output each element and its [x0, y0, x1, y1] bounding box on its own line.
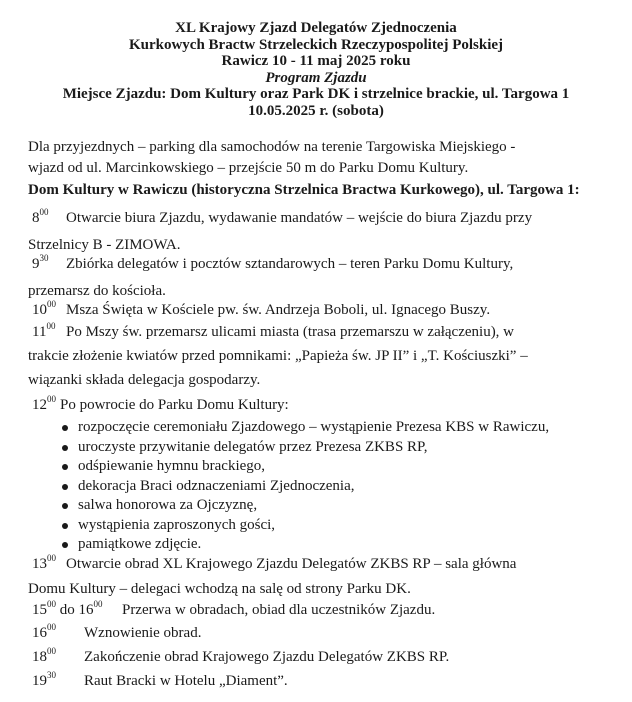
- list-item: wystąpienia zaproszonych gości,: [62, 516, 549, 536]
- schedule-time: $9^{30}$: [32, 253, 49, 272]
- schedule-text-cont: trakcie złożenie kwiatów przed pomnikami: „Papieża św. JP II” i „T. Kościuszki” –: [28, 348, 528, 364]
- list-item: salwa honorowa za Ojczyznę,: [62, 496, 549, 516]
- schedule-item: [32, 393, 607, 417]
- list-item: pamiątkowe zdjęcie.: [62, 535, 549, 555]
- parking-info: [28, 137, 608, 179]
- list-item: uroczyste przywitanie delegatów przez Prezesa ZKBS RP,: [62, 438, 549, 458]
- schedule-text-cont: wiązanki składa delegacja gospodarzy.: [28, 372, 261, 388]
- list-item: odśpiewanie hymnu brackiego,: [62, 457, 549, 477]
- list-item: dekoracja Braci odznaczeniami Zjednoczenia,: [62, 477, 549, 497]
- schedule-time: $12^{00}$: [32, 394, 56, 413]
- congress-place: Miejsce Zjazdu: Dom Kultury oraz Park DK i strzelnice brackie, ul. Targowa 1: [62, 86, 570, 102]
- schedule-text: Otwarcie biura Zjazdu, wydawanie mandatów – wejście do biura Zjazdu przy: [66, 210, 533, 226]
- schedule-item: [28, 552, 607, 602]
- program-heading: Program Zjazdu: [265, 69, 367, 86]
- document-header: [0, 0, 632, 119]
- schedule-time: $8^{00}$: [32, 207, 49, 226]
- parking-line-1: Dla przyjezdnych – parking dla samochodów na terenie Targowiska Miejskiego -: [28, 139, 516, 155]
- schedule-time: $18^{00}$: [32, 646, 56, 665]
- schedule-time: $13^{00}$: [32, 553, 56, 572]
- organization-name: Kurkowych Bractw Strzeleckich Rzeczypospolitej Polskiej: [128, 36, 504, 53]
- parking-line-2: wjazd od ul. Marcinkowskiego – przejście 50 m do Parku Domu Kultury.: [28, 160, 469, 176]
- schedule-item: [32, 645, 607, 670]
- congress-dates: Rawicz 10 - 11 maj 2025 roku: [221, 53, 411, 69]
- schedule-item: [32, 598, 607, 623]
- venue-heading: Dom Kultury w Rawiczu (historyczna Strzelnica Bractwa Kurkowego), ul. Targowa 1:: [28, 182, 580, 198]
- schedule-text: Po powrocie do Parku Domu Kultury:: [60, 397, 289, 413]
- schedule-text: Zbiórka delegatów i pocztów sztandarowych – teren Parku Domu Kultury,: [66, 256, 514, 272]
- schedule-item: [32, 669, 607, 694]
- schedule-text: Przerwa w obradach, obiad dla uczestników Zjazdu.: [122, 602, 436, 618]
- schedule-item: [32, 621, 607, 646]
- schedule-time: $15^{00}$ do $16^{00}$: [32, 599, 103, 618]
- schedule-text: Wznowienie obrad.: [84, 625, 202, 641]
- list-item: rozpoczęcie ceremoniału Zjazdowego – wystąpienie Prezesa KBS w Rawiczu,: [62, 418, 549, 438]
- schedule-text-cont: Strzelnicy B - ZIMOWA.: [28, 237, 181, 253]
- schedule-text-cont: Domu Kultury – delegaci wchodzą na salę od strony Parku DK.: [28, 581, 411, 597]
- schedule-text: Zakończenie obrad Krajowego Zjazdu Delegatów ZKBS RP.: [84, 649, 450, 665]
- schedule-time: $16^{00}$: [32, 622, 56, 641]
- schedule-text-cont: przemarsz do kościoła.: [28, 283, 166, 299]
- day-date: 10.05.2025 r. (sobota): [248, 102, 384, 119]
- schedule-time: $19^{30}$: [32, 670, 56, 689]
- schedule-text: Msza Święta w Kościele pw. św. Andrzeja Boboli, ul. Ignacego Buszy.: [66, 302, 491, 318]
- schedule-text: Otwarcie obrad XL Krajowego Zjazdu Delegatów ZKBS RP – sala główna: [66, 556, 517, 572]
- schedule-item: [28, 320, 607, 392]
- schedule-time: $10^{00}$: [32, 299, 56, 318]
- schedule-text: Po Mszy św. przemarsz ulicami miasta (trasa przemarszu w załączeniu), w: [66, 324, 515, 340]
- ceremony-list: [62, 418, 549, 555]
- congress-title: XL Krajowy Zjazd Delegatów Zjednoczenia: [175, 20, 457, 36]
- schedule-text: Raut Bracki w Hotelu „Diament”.: [84, 673, 288, 689]
- schedule-time: $11^{00}$: [32, 321, 56, 340]
